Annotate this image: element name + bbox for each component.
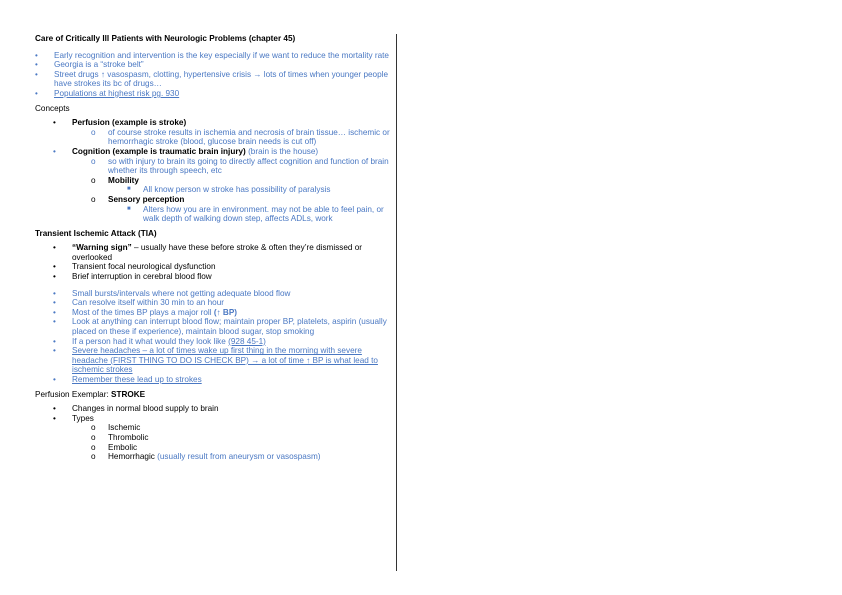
concept-cognition: • Cognition (example is traumatic brain injury) (brain is the house) — [53, 146, 319, 156]
concept-perfusion-note: o of course stroke results in ischemia and necrosis of brain tissue… ischemic or hemorrhagic stroke (blood, glucose brain needs is cut off) — [91, 127, 390, 147]
list-item: • Changes in normal blood supply to brain — [53, 404, 219, 414]
column-divider — [396, 34, 397, 571]
list-item: • Populations at highest risk pg. 930 — [35, 88, 180, 98]
remember-link[interactable]: Remember these lead up to strokes — [72, 375, 202, 384]
list-item: • Brief interruption in cerebral blood flow — [53, 272, 212, 282]
concepts-heading: Concepts — [35, 103, 70, 113]
list-item: • “Warning sign” – usually have these before stroke & often they’re dismissed or overlooked — [53, 243, 363, 262]
highest-risk-link[interactable]: Populations at highest risk pg. 930 — [54, 88, 180, 98]
concept-sensory: o Sensory perception — [91, 194, 185, 204]
concept-mobility: o Mobility — [91, 175, 139, 185]
list-item: • Types — [53, 413, 94, 423]
list-item: • Look at anything can interrupt blood flow; maintain proper BP, platelets, aspirin (usually placed on these if experience), maintain blood sugar, stop smoking — [53, 317, 387, 337]
concept-sensory-note: ■ Alters how you are in environment. may not be able to feel pain, or walk depth of walking down step, affects ADLs, work — [127, 204, 384, 224]
notes-column — [35, 34, 393, 462]
figure-ref-link[interactable]: (928 45-1) — [228, 336, 266, 346]
concept-perfusion: • Perfusion (example is stroke) — [53, 118, 187, 128]
intro-list — [35, 51, 393, 99]
list-item: • Severe headaches – a lot of times wake up first thing in the morning with severe headache (FIRST THING TO DO IS CHECK BP) → a lot of time ↑ BP is what lead to ischemic strokes — [53, 346, 378, 375]
list-item: • Remember these lead up to strokes — [53, 375, 202, 384]
stroke-heading: Perfusion Exemplar: STROKE — [35, 389, 146, 399]
concept-cognition-note: o so with injury to brain its going to directly affect cognition and function of brain whether its through speech, etc — [91, 156, 389, 176]
stroke-type-item: o Thrombolic — [91, 432, 149, 442]
concept-mobility-note: ■ All know person w stroke has possibility of paralysis — [127, 185, 331, 195]
list-item: • Street drugs ↑ vasospasm, clotting, hypertensive crisis → lots of times when younger people have strokes its bc of drugs… — [35, 69, 389, 89]
list-item: • If a person had it what would they look like (928 45-1) — [53, 336, 266, 346]
list-item: • Transient focal neurological dysfunction — [53, 262, 216, 272]
severe-headaches-link[interactable]: Severe headaches – a lot of times wake up first thing in the morning with severe headache (FIRST THING TO DO IS CHECK BP) → a lot of time ↑ BP is what lead to ischemic strokes — [72, 346, 378, 375]
list-item: • Georgia is a “stroke belt” — [35, 60, 144, 70]
stroke-type-item: o Hemorrhagic (usually result from aneurysm or vasospasm) — [91, 452, 321, 462]
page-title: Care of Critically Ill Patients with Neurologic Problems (chapter 45) — [35, 34, 296, 43]
list-item: • Small bursts/intervals where not getting adequate blood flow — [53, 288, 291, 298]
list-item: • Early recognition and intervention is the key especially if we want to reduce the mortality rate — [35, 50, 389, 60]
list-item: • Can resolve itself within 30 min to an hour — [53, 298, 225, 308]
stroke-type-item: o Embolic — [91, 442, 138, 452]
tia-heading: Transient Ischemic Attack (TIA) — [35, 228, 157, 238]
list-item: • Most of the times BP plays a major roll (↑ BP) — [53, 307, 238, 317]
stroke-type-item: o Ischemic — [91, 423, 141, 433]
